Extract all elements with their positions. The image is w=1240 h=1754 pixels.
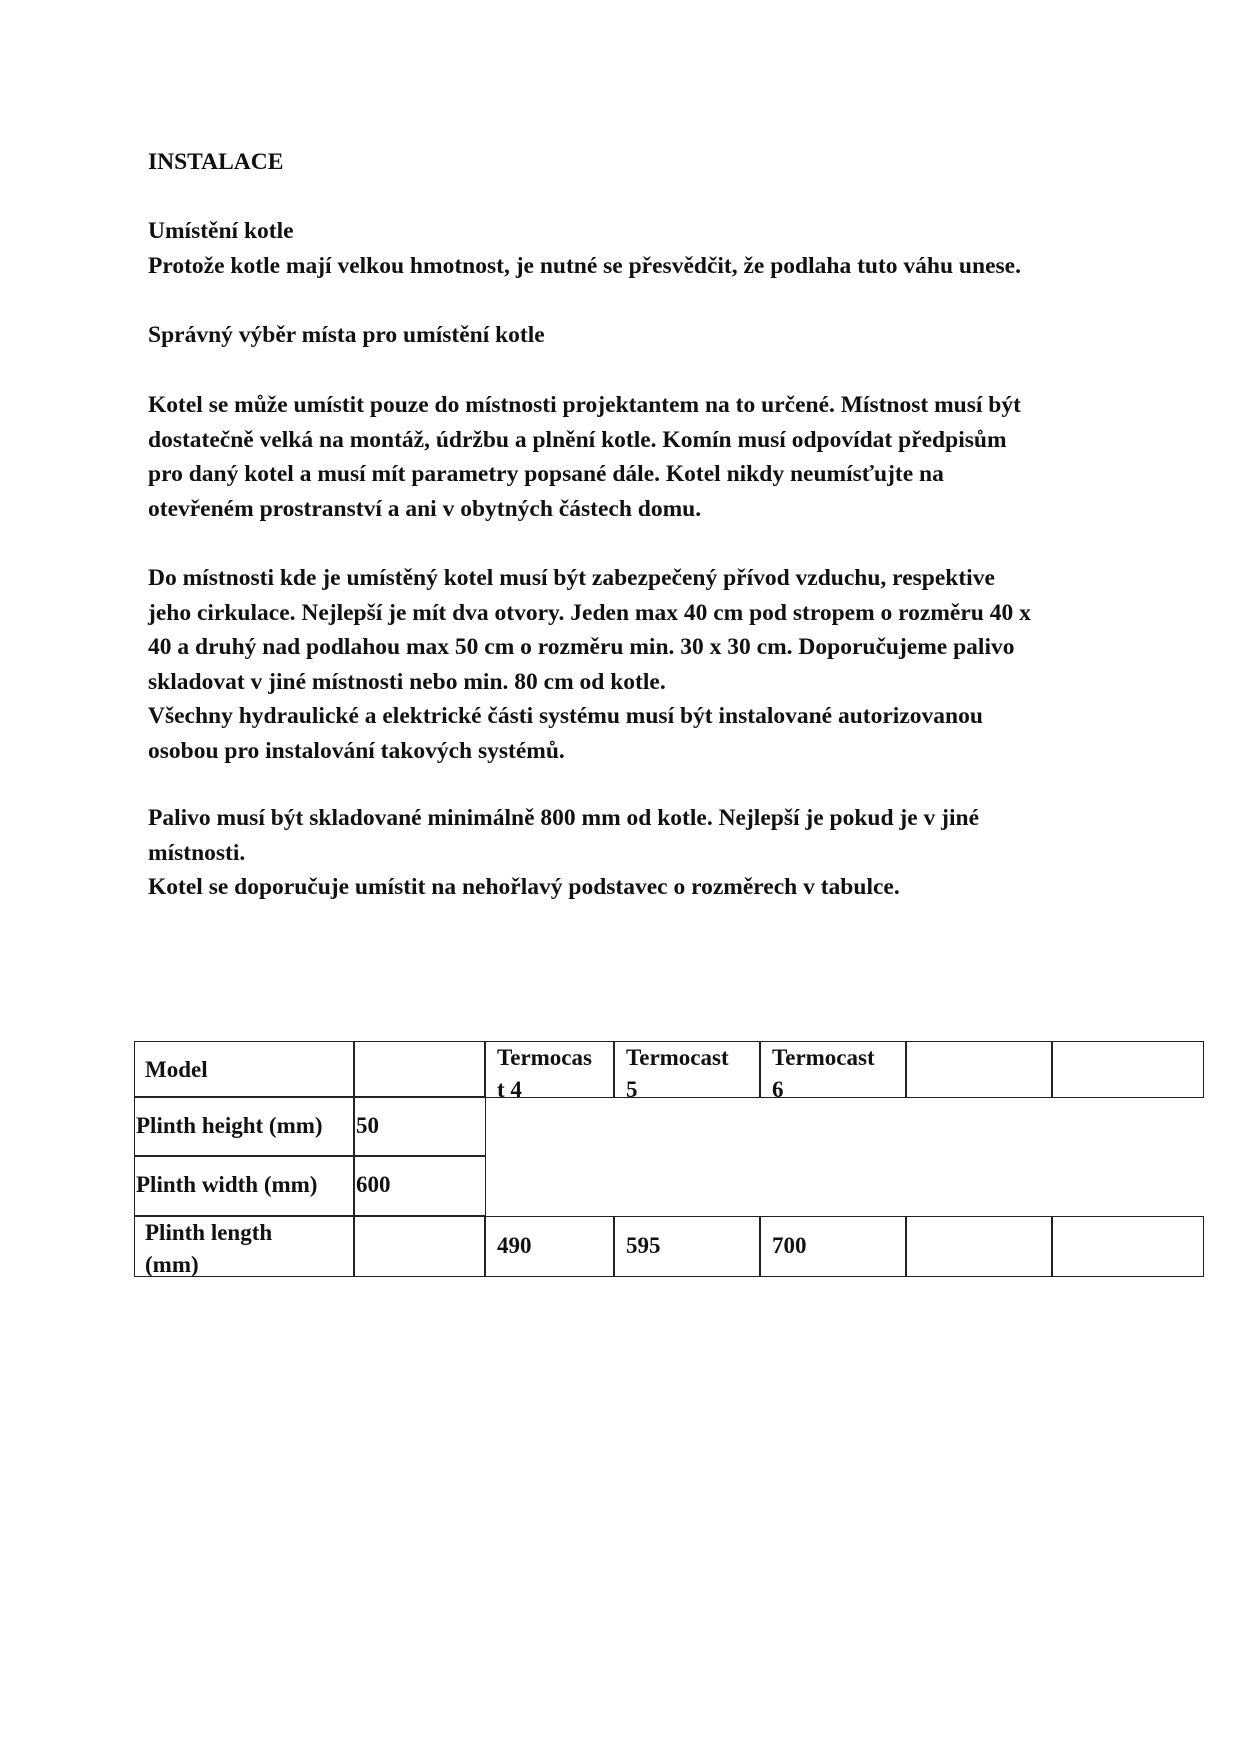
paragraph-line: 40 a druhý nad podlahou max 50 cm o rozměru min. 30 x 30 cm. Doporučujeme palivo [148, 634, 1015, 660]
empty-cell [353, 1041, 486, 1098]
empty-cell [905, 1041, 1053, 1098]
plinth-width-value-cell [353, 1155, 486, 1216]
paragraph-line: Všechny hydraulické a elektrické části systému musí být instalované autorizovanou [148, 703, 983, 729]
plinth-height-label: Plinth height (mm) [136, 1113, 323, 1138]
paragraph-line: otevřeném prostranství a ani v obytných částech domu. [148, 495, 702, 522]
paragraph-line: Do místnosti kde je umístěný kotel musí být zabezpečený přívod vzduchu, respektive [148, 565, 995, 591]
plinth-width-label: Plinth width (mm) [136, 1172, 318, 1197]
model-name-line: 6 [772, 1077, 784, 1098]
paragraph-line: dostatečně velká na montáž, údržbu a plnění kotle. Komín musí odpovídat předpisům [148, 426, 1007, 453]
model-header-cell [134, 1041, 355, 1098]
plinth-length-cell-termocast-6 [759, 1216, 907, 1277]
model-label: Model [145, 1057, 208, 1082]
location-heading: Správný výběr místa pro umístění kotle [148, 322, 545, 348]
paragraph-line: Kotel se může umístit pouze do místnosti projektantem na to určené. Místnost musí být [148, 392, 1021, 418]
model-name-line: Termocast [626, 1045, 729, 1070]
model-cell-termocast-6 [759, 1041, 907, 1098]
page-title: INSTALACE [148, 149, 284, 175]
model-name-line: Termocas [497, 1045, 592, 1070]
placement-text: Protože kotle mají velkou hmotnost, je nutné se přesvědčit, že podlaha tuto váhu unese. [148, 252, 1021, 279]
empty-cell [353, 1216, 486, 1277]
paragraph-line: pro daný kotel a musí mít parametry popsané dále. Kotel nikdy neumísťujte na [148, 461, 944, 487]
empty-cell [1051, 1216, 1204, 1277]
plinth-length-label-line: (mm) [145, 1252, 199, 1277]
empty-cell [905, 1216, 1053, 1277]
paragraph-line: osobou pro instalování takových systémů. [148, 737, 565, 764]
paragraph-line: skladovat v jiné místnosti nebo min. 80 cm od kotle. [148, 668, 666, 695]
plinth-length-cell-termocast-4 [484, 1216, 615, 1277]
model-name-line: t 4 [497, 1077, 522, 1098]
plinth-length-label-line: Plinth length [145, 1220, 273, 1245]
paragraph-line: Palivo musí být skladované minimálně 800 mm od kotle. Nejlepší je pokud je v jiné [148, 805, 980, 831]
model-name-line: Termocast [772, 1045, 875, 1070]
plinth-width-value: 600 [356, 1172, 391, 1197]
plinth-height-value: 50 [356, 1113, 379, 1138]
model-name-line: 5 [626, 1077, 638, 1098]
plinth-length-label-cell [134, 1216, 355, 1277]
paragraph-line: místnosti. [148, 839, 246, 866]
plinth-width-label-cell [134, 1155, 355, 1216]
plinth-length-value: 490 [497, 1233, 532, 1258]
model-cell-termocast-5 [613, 1041, 761, 1098]
plinth-height-label-cell [134, 1096, 355, 1157]
empty-cell [1051, 1041, 1204, 1098]
plinth-length-value: 595 [626, 1233, 661, 1258]
plinth-length-cell-termocast-5 [613, 1216, 761, 1277]
plinth-length-value: 700 [772, 1233, 807, 1258]
placement-heading: Umístění kotle [148, 218, 294, 244]
model-cell-termocast-4 [484, 1041, 615, 1098]
paragraph-line: jeho cirkulace. Nejlepší je mít dva otvory. Jeden max 40 cm pod stropem o rozměru 40 x [148, 599, 1031, 626]
paragraph-line: Kotel se doporučuje umístit na nehořlavý podstavec o rozměrech v tabulce. [148, 874, 900, 900]
plinth-height-value-cell [353, 1096, 486, 1157]
